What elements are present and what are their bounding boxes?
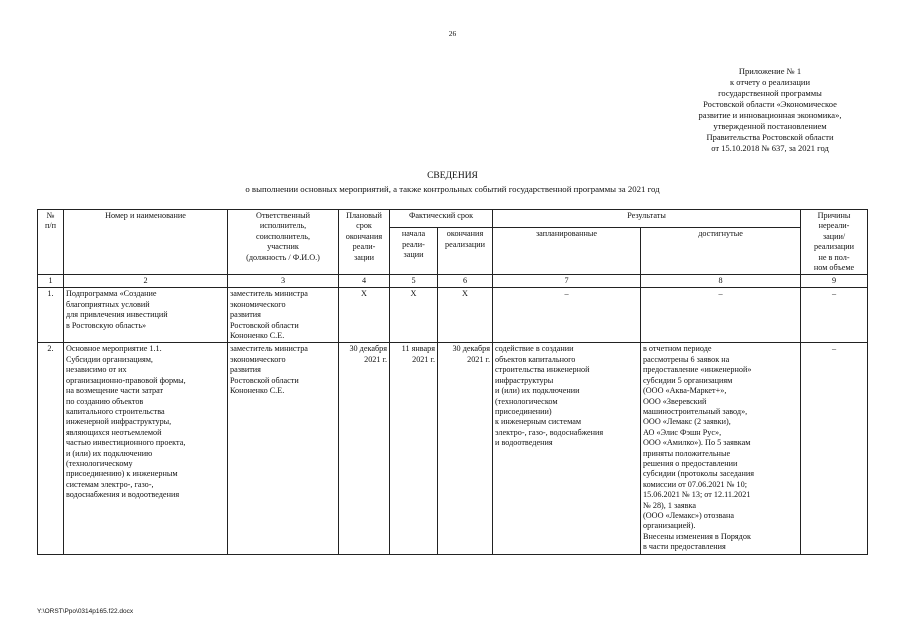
header-name: Номер и наименование [64,210,228,275]
appendix-line: государственной программы [718,88,822,98]
header-planned-results: запланированные [493,228,641,275]
row-planned-results: – [493,288,641,343]
column-number: 7 [493,275,641,288]
row-reasons: – [801,288,868,343]
header-responsible: Ответственный исполнитель, соисполнитель, участник (должность / Ф.И.О.) [228,210,339,275]
appendix-line: развитие и инновационная экономика», [698,110,842,120]
row-reasons: – [801,343,868,554]
row-name: Подпрограмма «Создание благоприятных условий для привлечения инвестиций в Ростовскую область» [64,288,228,343]
row-actual-start: Х [390,288,438,343]
report-table [37,209,868,555]
appendix-line: утвержденной постановлением [713,121,827,131]
row-achieved-results: в отчетном периоде рассмотрены 6 заявок на предоставление «инженерной» субсидии 5 организациям (ООО «Аква-Маркет+», ООО «Зверевский машиностроительный завод», ООО «Лемакс (2 заявки), АО «Элис Фэшн Рус», ООО «Амилко»). По 5 заявкам приняты положительные решения о предоставлении субсидии (протоколы заседания комиссии от 07.06.2021 № 10; 15.06.2021 № 13; от 12.11.2021 № 28), 1 заявка (ООО «Лемакс») отозвана организацией). Внесены изменения в Порядок в части предоставления [641,343,801,554]
header-results: Результаты [493,210,801,228]
column-number: 6 [438,275,493,288]
appendix-line: от 15.10.2018 № 637, за 2021 год [711,143,829,153]
page-number: 26 [448,29,457,38]
file-path-footer: Y:\ORST\Ppo\0314p165.f22.docx [37,608,134,615]
appendix-line: Правительства Ростовской области [706,132,834,142]
column-number: 3 [228,275,339,288]
table-row [38,288,868,343]
header-actual-end: окончания реализации [438,228,493,275]
header-achieved-results: достигнутые [641,228,801,275]
header-actual-start: начала реали- зации [390,228,438,275]
appendix-line: Приложение № 1 [738,66,802,76]
column-number: 1 [38,275,64,288]
column-number: 8 [641,275,801,288]
appendix-line: к отчету о реализации [729,77,811,87]
header-planned-term: Плановый срок окончания реали- зации [339,210,390,275]
appendix-line: Ростовской области «Экономическое [703,99,837,109]
row-actual-start: 11 января 2021 г. [390,343,438,554]
row-achieved-results: – [641,288,801,343]
column-number: 9 [801,275,868,288]
document-subtitle: о выполнении основных мероприятий, а также контрольных событий государственной программы за 2021 год [245,184,660,194]
row-planned-results: содействие в создании объектов капитального строительства инженерной инфраструктуры и (или) их подключении (технологическом присоединении) к инженерным системам электро-, газо-, водоснабжения и водоотведения [493,343,641,554]
column-number-row [38,275,868,288]
table-header-row [38,210,868,228]
header-num: № п/п [38,210,64,275]
row-actual-end: 30 декабря 2021 г. [438,343,493,554]
column-number: 2 [64,275,228,288]
row-responsible: заместитель министра экономического развития Ростовской области Кононенко С.Е. [228,288,339,343]
row-num: 1. [38,288,64,343]
row-responsible: заместитель министра экономического развития Ростовской области Кононенко С.Е. [228,343,339,554]
row-planned-term: 30 декабря 2021 г. [339,343,390,554]
row-name: Основное мероприятие 1.1. Субсидии организациям, независимо от их организационно-правовой формы, на возмещение части затрат по созданию объектов капитального строительства инженерной инфраструктуры, являющихся неотъемлемой частью инвестиционного проекта, и (или) их подключению (технологическому присоединению) к инженерным системам электро-, газо-, водоснабжения и водоотведения [64,343,228,554]
document-title: СВЕДЕНИЯ [427,171,478,181]
column-number: 4 [339,275,390,288]
table-row [38,343,868,554]
row-num: 2. [38,343,64,554]
appendix-header [660,66,880,154]
column-number: 5 [390,275,438,288]
header-actual-term: Фактический срок [390,210,493,228]
row-planned-term: Х [339,288,390,343]
header-reasons: Причины нереали- зации/ реализации не в пол- ном объеме [801,210,868,275]
row-actual-end: Х [438,288,493,343]
